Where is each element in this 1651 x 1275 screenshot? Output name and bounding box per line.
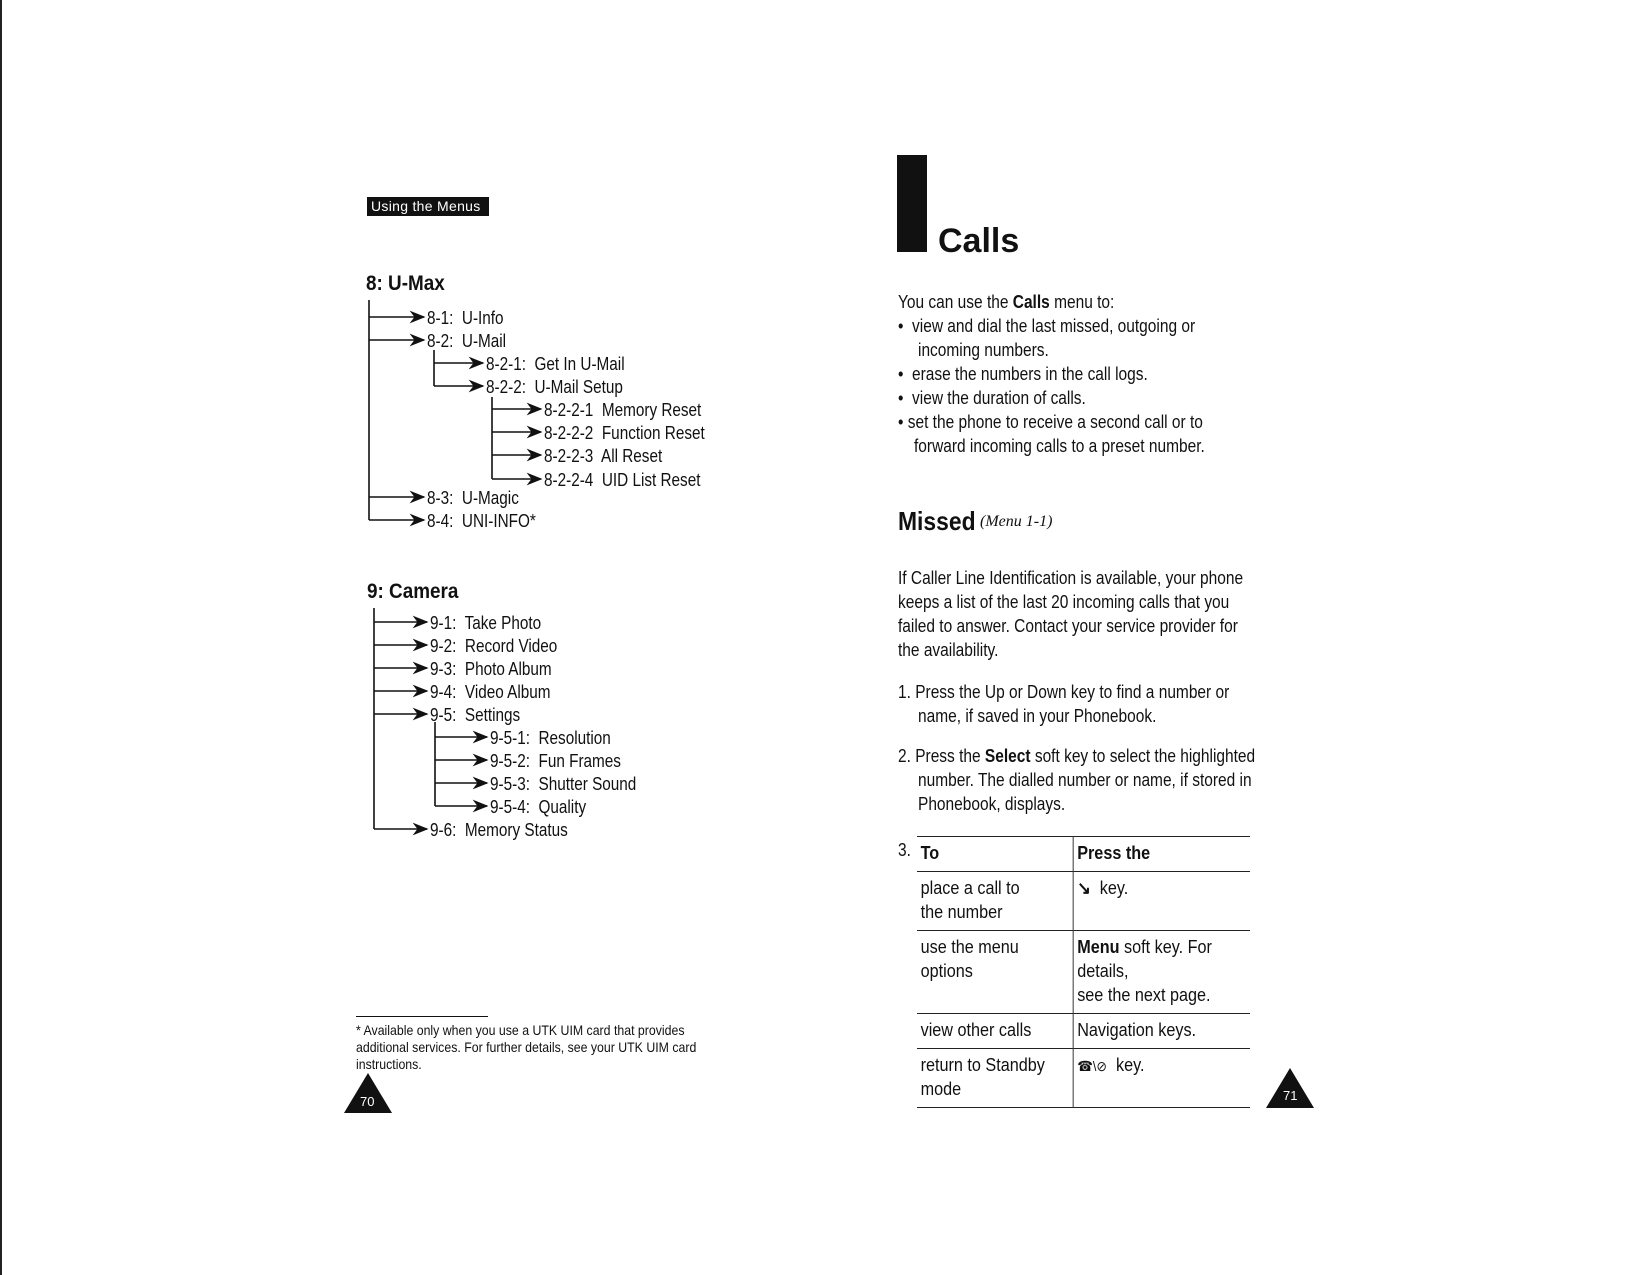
menu-item-8-2-2-3: 8-2-2-3 All Reset	[544, 446, 663, 466]
menu-item-8-2: 8-2: U-Mail	[427, 331, 507, 351]
step-2-line-1: 2. Press the Select soft key to select the highlighted	[898, 746, 1256, 766]
chapter-title: Calls	[938, 222, 1020, 260]
table-cell-press: Menu soft key. For details, see the next page.	[1073, 931, 1250, 1014]
bullet-4: • set the phone to receive a second call or to	[898, 412, 1203, 432]
table-cell-press: Navigation keys.	[1073, 1014, 1250, 1049]
menu-item-9-5: 9-5: Settings	[430, 705, 521, 725]
missed-title: Missed	[898, 506, 976, 536]
section-header-tab: Using the Menus	[367, 197, 489, 216]
table-row	[917, 1014, 1250, 1049]
menu-item-8-2-1: 8-2-1: Get In U-Mail	[486, 354, 625, 374]
menu-item-9-5-1: 9-5-1: Resolution	[490, 728, 611, 748]
step-2-line-2: number. The dialled number or name, if stored in	[918, 770, 1252, 790]
umax-title: 8: U-Max	[366, 272, 445, 295]
table-header-to: To	[917, 837, 1073, 872]
bullet-3: • view the duration of calls.	[898, 388, 1086, 408]
menu-item-9-3: 9-3: Photo Album	[430, 659, 552, 679]
table-header-press: Press the	[1073, 837, 1250, 872]
missed-menu-ref: (Menu 1-1)	[980, 513, 1053, 530]
menu-item-8-2-2-4: 8-2-2-4 UID List Reset	[544, 470, 701, 490]
table-cell-to: place a call to the number	[917, 872, 1073, 931]
table-cell-to: view other calls	[917, 1014, 1073, 1049]
table-header-row	[917, 837, 1250, 872]
table-cell-to: return to Standby mode	[917, 1049, 1073, 1108]
menu-item-8-2-2-2: 8-2-2-2 Function Reset	[544, 423, 705, 443]
intro-text: You can use the Calls menu to:	[898, 292, 1115, 312]
step-1-line-1: 1. Press the Up or Down key to find a number or	[898, 682, 1230, 702]
table-cell-press: ☎\⊘ key.	[1073, 1049, 1250, 1108]
end-key-icon: ☎\⊘	[1077, 1058, 1107, 1074]
footnote-rule	[356, 1016, 488, 1017]
page-number-right: 71	[1283, 1088, 1298, 1103]
missed-para-line-4: the availability.	[898, 640, 999, 660]
missed-para-line-3: failed to answer. Contact your service provider for	[898, 616, 1238, 636]
camera-title: 9: Camera	[367, 580, 459, 603]
table-row	[917, 872, 1250, 931]
menu-item-8-3: 8-3: U-Magic	[427, 488, 519, 508]
table-row	[917, 931, 1250, 1014]
bullet-1-cont: incoming numbers.	[918, 340, 1049, 360]
menu-item-9-5-2: 9-5-2: Fun Frames	[490, 751, 621, 771]
menu-item-8-2-2: 8-2-2: U-Mail Setup	[486, 377, 623, 397]
table-row	[917, 1049, 1250, 1108]
menu-item-8-4: 8-4: UNI-INFO*	[427, 511, 536, 531]
menu-item-9-5-3: 9-5-3: Shutter Sound	[490, 774, 637, 794]
missed-para-line-2: keeps a list of the last 20 incoming calls that you	[898, 592, 1230, 612]
menu-item-9-6: 9-6: Memory Status	[430, 820, 568, 840]
menu-item-9-4: 9-4: Video Album	[430, 682, 551, 702]
menu-item-9-1: 9-1: Take Photo	[430, 613, 542, 633]
menu-item-8-1: 8-1: U-Info	[427, 308, 504, 328]
bullet-1: • view and dial the last missed, outgoing or	[898, 316, 1196, 336]
footnote: * Available only when you use a UTK UIM card that provides additional services. For further details, see your UTK UIM card instructions.	[356, 1022, 697, 1072]
step-2-line-3: Phonebook, displays.	[918, 794, 1066, 814]
page-number-left: 70	[360, 1094, 375, 1109]
menu-item-9-5-4: 9-5-4: Quality	[490, 797, 587, 817]
missed-para-line-1: If Caller Line Identification is available, your phone	[898, 568, 1244, 588]
menu-item-9-2: 9-2: Record Video	[430, 636, 558, 656]
table-cell-to: use the menu options	[917, 931, 1073, 1014]
chapter-bar	[897, 155, 927, 252]
bullet-2: • erase the numbers in the call logs.	[898, 364, 1148, 384]
send-key-icon: ↘	[1077, 878, 1091, 898]
menu-item-8-2-2-1: 8-2-2-1 Memory Reset	[544, 400, 702, 420]
step-3-label: 3.	[898, 840, 911, 860]
calls-table	[917, 836, 1250, 1108]
table-cell-press: ↘ key.	[1073, 872, 1250, 931]
step-1-line-2: name, if saved in your Phonebook.	[918, 706, 1157, 726]
bullet-4-cont: forward incoming calls to a preset number.	[914, 436, 1205, 456]
